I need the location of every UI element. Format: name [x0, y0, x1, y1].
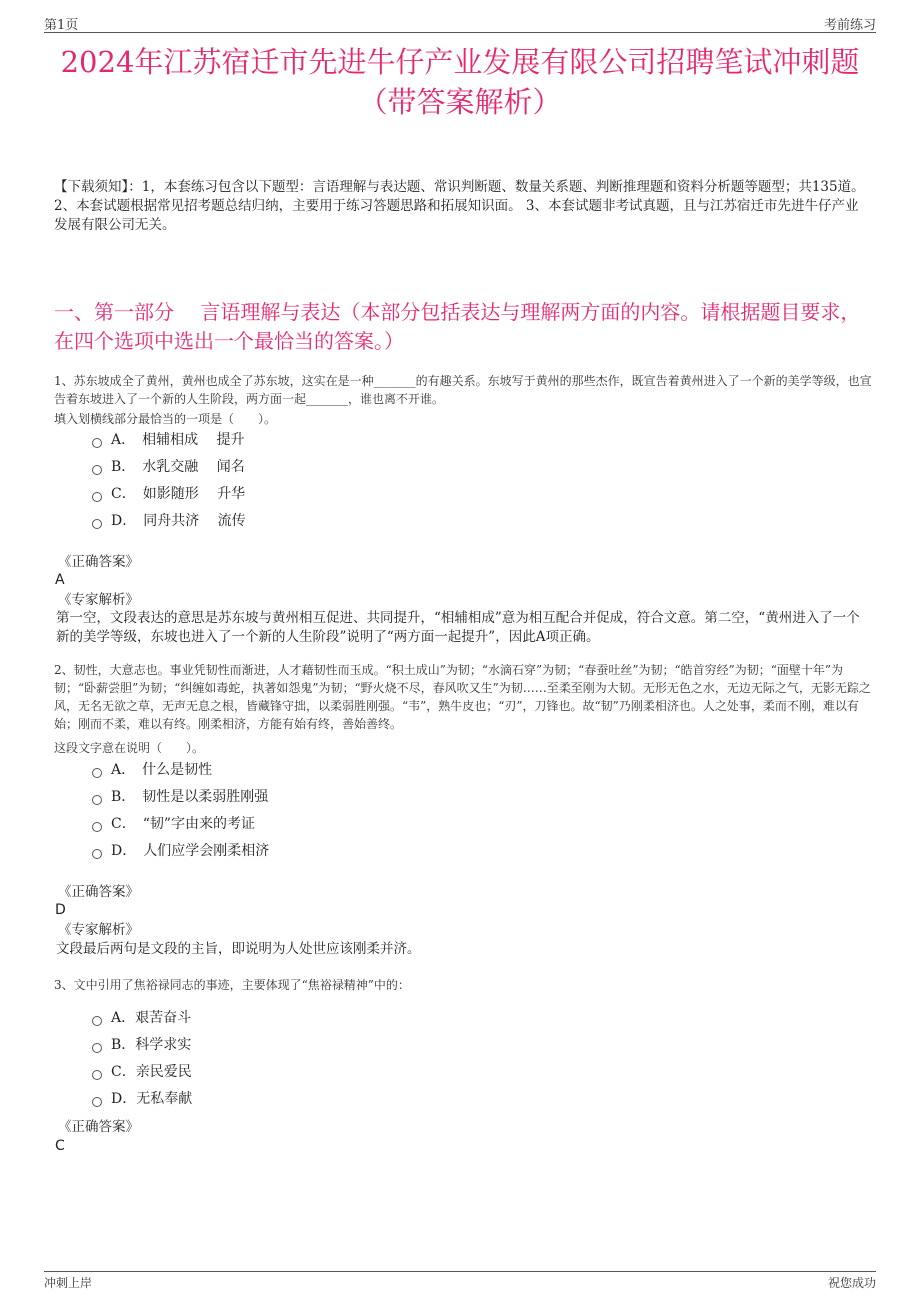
question-2-option-a[interactable] [92, 760, 212, 780]
question-1-prompt: 填入划横线部分最恰当的一项是（ ）。 [54, 412, 277, 426]
radio-icon[interactable] [92, 1070, 102, 1080]
question-1-analysis: 第一空，文段表达的意思是苏东坡与黄州相互促进、共同提升，“相辅相成”意为相互配合并促成，符合文意。第二空，“黄州进入了一个新的美学等级，东坡也进入了一个新的人生阶段”说明了“两方面一起提升”，因此A项正确。 [56, 610, 860, 645]
option-label: D．无私奉献 [111, 1091, 193, 1107]
section-heading: 一、第一部分 言语理解与表达（本部分包括表达与理解两方面的内容。请根据题目要求，在四个选项中选出一个最恰当的答案。） [54, 300, 861, 353]
question-3-stem: 3、文中引用了焦裕禄同志的事迹，主要体现了“焦裕禄精神”中的： [54, 978, 410, 992]
question-3-answer: C [55, 1138, 65, 1154]
analysis-label: 《专家解析》 [58, 922, 139, 938]
footer-divider [44, 1271, 876, 1272]
option-label: C． 如影随形 升华 [111, 486, 246, 502]
option-label: D． 人们应学会刚柔相济 [111, 843, 270, 859]
download-notice: 【下载须知】：1，本套练习包含以下题型：言语理解与表达题、常识判断题、数量关系题、判断推理题和资料分析题等题型；共135道。 2、本套试题根据常见招考题总结归纳，主要用于练习答题思路和拓展知识面。 3、本套试题非考试真题，且与江苏宿迁市先进牛仔产业发展有限公司无关。 [54, 179, 865, 233]
question-2-option-b[interactable] [92, 787, 268, 807]
question-2-prompt: 这段文字意在说明（ ）。 [54, 741, 205, 755]
question-1-option-c[interactable] [92, 484, 245, 504]
radio-icon[interactable] [92, 849, 102, 859]
header-divider [44, 32, 876, 33]
question-3-option-a[interactable] [92, 1008, 191, 1028]
radio-icon[interactable] [92, 795, 102, 805]
footer-right-text: 祝您成功 [827, 1276, 876, 1290]
option-label: B． 水乳交融 闻名 [111, 459, 245, 475]
question-1-option-d[interactable] [92, 511, 246, 531]
question-2-option-d[interactable] [92, 841, 269, 861]
question-3-option-d[interactable] [92, 1089, 192, 1109]
option-label: B． 韧性是以柔弱胜刚强 [111, 789, 269, 805]
radio-icon[interactable] [92, 492, 102, 502]
question-1-stem: 1、苏东坡成全了黄州，黄州也成全了苏东坡，这实在是一种_______的有趣关系。东坡写于黄州的那些杰作，既宣告着黄州进入了一个新的美学等级，也宣告着东坡进入了一个新的人生阶段，两方面一起_______，谁也离不开谁。 [54, 374, 872, 406]
title-line-2: （带答案解析） [358, 85, 562, 119]
radio-icon[interactable] [92, 1043, 102, 1053]
question-2-stem: 2、韧性，大意志也。事业凭韧性而渐进，人才藉韧性而玉成。“积土成山”为韧；“水滴石穿”为韧；“春蚕吐丝”为韧；“皓首穷经”为韧；“面壁十年”为韧；“卧薪尝胆”为韧；“纠缠如毒蛇，执著如怨鬼”为韧；“野火烧不尽，春风吹又生”为韧……至柔至刚为大韧。无形无色之水，无边无际之气，无影无踪之风，无名无欲之草，无声无息之根，皆藏锋守拙，以柔弱胜刚强。“韦”，熟牛皮也；“刃”，刀锋也。故“韧”乃刚柔相济也。人之处事，柔而不刚，难以有始；刚而不柔，难以有终。刚柔相济，方能有始有终，善始善终。 [54, 663, 871, 731]
question-1-option-b[interactable] [92, 457, 245, 477]
option-label: A．艰苦奋斗 [111, 1010, 192, 1026]
option-label: D． 同舟共济 流传 [111, 513, 246, 529]
question-1-answer: A [55, 572, 65, 588]
radio-icon[interactable] [92, 519, 102, 529]
question-2-analysis: 文段最后两句是文段的主旨，即说明为人处世应该刚柔并济。 [56, 941, 421, 957]
radio-icon[interactable] [92, 465, 102, 475]
option-label: B．科学求实 [111, 1037, 192, 1053]
question-2-option-c[interactable] [92, 814, 255, 834]
question-2-answer: D [55, 902, 66, 918]
header-label: 考前练习 [823, 18, 876, 33]
radio-icon[interactable] [92, 438, 102, 448]
option-label: A． 相辅相成 提升 [111, 432, 245, 448]
option-label: C． “韧”字由来的考证 [111, 816, 256, 832]
option-label: C．亲民爱民 [111, 1064, 192, 1080]
question-3-option-c[interactable] [92, 1062, 192, 1082]
radio-icon[interactable] [92, 822, 102, 832]
option-label: A． 什么是韧性 [111, 762, 213, 778]
radio-icon[interactable] [92, 1016, 102, 1026]
radio-icon[interactable] [92, 1097, 102, 1107]
answer-label: 《正确答案》 [58, 884, 139, 900]
answer-label: 《正确答案》 [58, 1119, 139, 1135]
radio-icon[interactable] [92, 768, 102, 778]
document-title [40, 42, 880, 122]
answer-label: 《正确答案》 [58, 554, 139, 570]
question-1-option-a[interactable] [92, 430, 245, 450]
question-3-option-b[interactable] [92, 1035, 191, 1055]
page-number: 第1页 [44, 18, 79, 33]
title-line-1: 2024年江苏宿迁市先进牛仔产业发展有限公司招聘笔试冲刺题 [60, 45, 860, 79]
analysis-label: 《专家解析》 [58, 592, 139, 608]
footer-left-text: 冲刺上岸 [44, 1276, 93, 1290]
